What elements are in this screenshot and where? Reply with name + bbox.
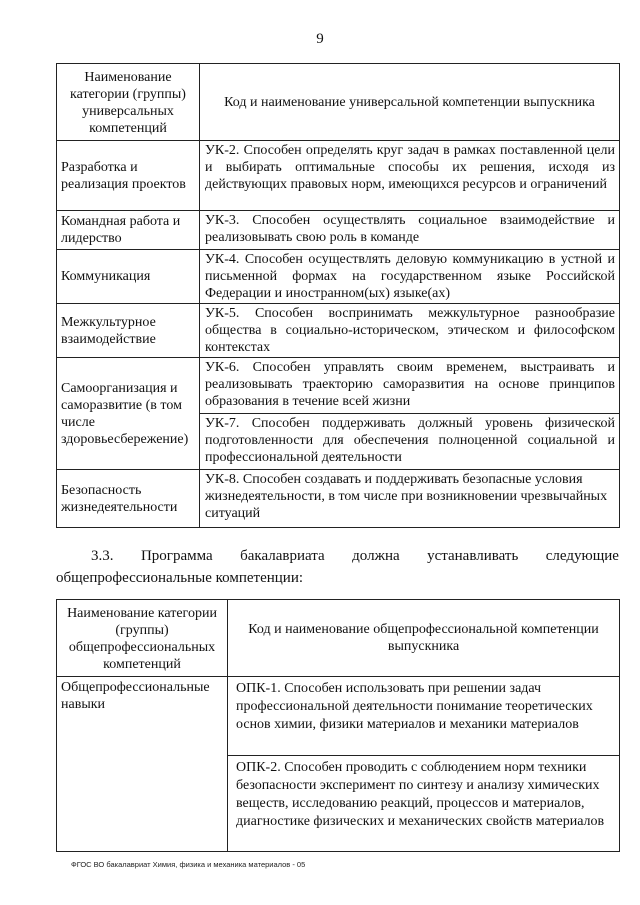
- section-3-3-paragraph: [56, 545, 619, 589]
- category-cell: Разработка и реализация проектов: [57, 141, 200, 211]
- header-category: Наименование категории (группы) общепрофессиональных компетенций: [57, 600, 228, 677]
- paragraph-word: должна: [352, 548, 400, 564]
- category-cell: Самоорганизация и саморазвитие (в том числе здоровьесбережение): [57, 358, 200, 470]
- table-row: [57, 358, 620, 414]
- universal-competences-table: [56, 63, 620, 528]
- general-professional-competences-table: [56, 599, 620, 852]
- header-code: Код и наименование универсальной компетенции выпускника: [200, 64, 620, 141]
- competence-cell: ОПК-2. Способен проводить с соблюдением норм техники безопасности эксперимент по синтезу и анализу химических веществ, исследованию реакций, процессов и материалов, диагностике физических и механических свойств материалов: [228, 756, 620, 852]
- header-category: Наименование категории (группы) универсальных компетенций: [57, 64, 200, 141]
- competence-cell: УК-5. Способен воспринимать межкультурное разнообразие общества в социально-историческом, этическом и философском контекстах: [200, 304, 620, 358]
- table-header-row: [57, 64, 620, 141]
- category-cell: Безопасность жизнедеятельности: [57, 470, 200, 528]
- competence-cell: УК-4. Способен осуществлять деловую коммуникацию в устной и письменной формах на государственном языке Российской Федерации и иностранном(ых) языке(ах): [200, 250, 620, 304]
- table-row: [57, 141, 620, 211]
- category-cell: Межкультурное взаимодействие: [57, 304, 200, 358]
- table-header-row: [57, 600, 620, 677]
- competence-cell: УК-3. Способен осуществлять социальное взаимодействие и реализовывать свою роль в команде: [200, 211, 620, 250]
- category-cell: Общепрофессиональные навыки: [57, 677, 228, 852]
- table-row: [57, 470, 620, 528]
- competence-cell: УК-6. Способен управлять своим временем, выстраивать и реализовывать траекторию саморазвития на основе принципов образования в течение всей жизни: [200, 358, 620, 414]
- category-cell: Коммуникация: [57, 250, 200, 304]
- category-cell: Командная работа и лидерство: [57, 211, 200, 250]
- competence-cell: УК-8. Способен создавать и поддерживать безопасные условия жизнедеятельности, в том числе при возникновении чрезвычайных ситуаций: [200, 470, 620, 528]
- paragraph-word: Программа: [140, 548, 213, 564]
- table-row: [57, 304, 620, 358]
- paragraph-second-line: общепрофессиональные компетенции:: [56, 570, 304, 586]
- paragraph-word: устанавливать: [427, 548, 519, 564]
- section-number: 3.3.: [91, 548, 114, 564]
- paragraph-word: следующие: [545, 548, 619, 564]
- competence-cell: ОПК-1. Способен использовать при решении задач профессиональной деятельности понимание теоретических основ химии, физики материалов и механики материалов: [228, 677, 620, 756]
- table-row: [57, 677, 620, 756]
- page-number: 9: [316, 31, 324, 47]
- competence-cell: УК-7. Способен поддерживать должный уровень физической подготовленности для обеспечения полноценной социальной и профессиональной деятельности: [200, 414, 620, 470]
- competence-cell: УК-2. Способен определять круг задач в рамках поставленной цели и выбирать оптимальные способы их решения, исходя из действующих правовых норм, имеющихся ресурсов и ограничений: [200, 141, 620, 211]
- paragraph-first-line: [91, 545, 619, 567]
- header-code: Код и наименование общепрофессиональной компетенции выпускника: [228, 600, 620, 677]
- table-row: [57, 250, 620, 304]
- table-row: [57, 211, 620, 250]
- paragraph-word: бакалавриата: [240, 548, 325, 564]
- footer-note: ФГОС ВО бакалавриат Химия, физика и механика материалов - 05: [71, 860, 306, 869]
